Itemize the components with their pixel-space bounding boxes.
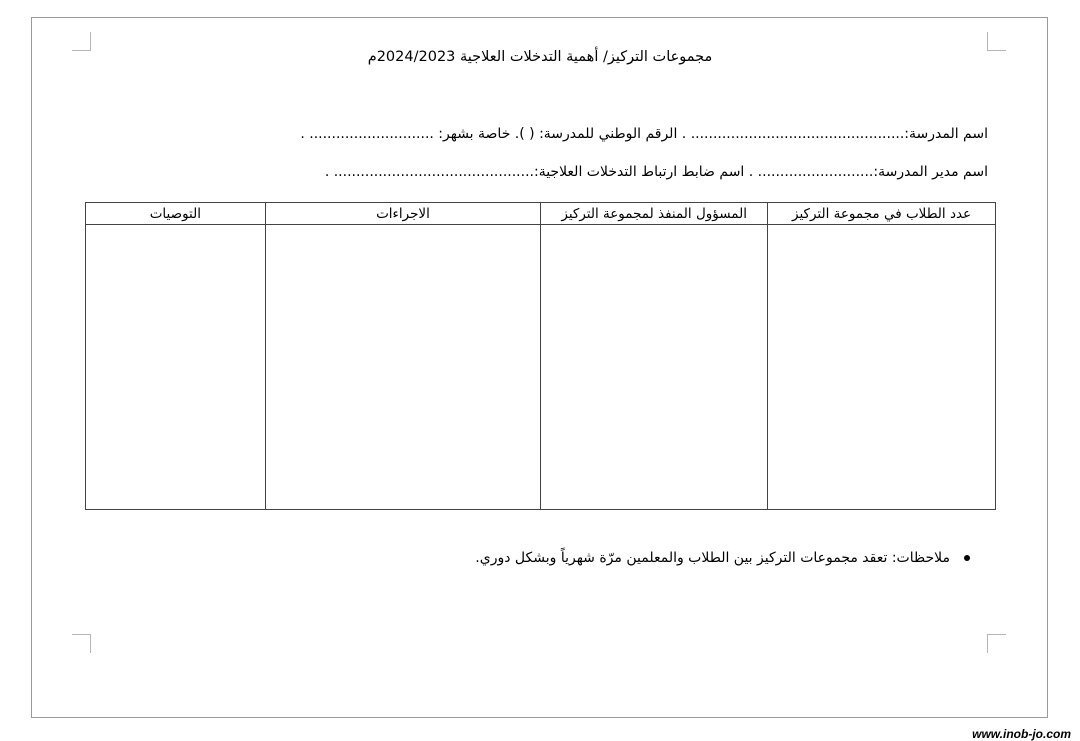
header-responsible: المسؤول المنفذ لمجموعة التركيز <box>541 203 768 225</box>
header-procedures: الاجراءات <box>265 203 540 225</box>
school-info-line: اسم المدرسة:................................................ . الرقم الوطني للمدرسة: ( ). خاصة بشهر: ............................ . <box>300 126 988 142</box>
table-header-row <box>86 203 996 225</box>
margin-corner-mark <box>72 634 91 653</box>
principal-info-line: اسم مدير المدرسة:.......................... . اسم ضابط ارتباط التدخلات العلاجية:............................................. . <box>324 164 988 180</box>
margin-corner-mark <box>987 32 1006 51</box>
table-cell <box>265 225 540 510</box>
margin-corner-mark <box>72 32 91 51</box>
bullet-icon <box>964 555 970 561</box>
header-students-count: عدد الطلاب في مجموعة التركيز <box>768 203 996 225</box>
notes-item <box>475 550 970 566</box>
notes-text: ملاحظات: تعقد مجموعات التركيز بين الطلاب والمعلمين مرّة شهرياً وبشكل دوري. <box>475 550 950 566</box>
table-row <box>86 225 996 510</box>
margin-corner-mark <box>987 634 1006 653</box>
site-watermark: www.inob-jo.com <box>972 727 1071 741</box>
header-recommendations: التوصيات <box>86 203 266 225</box>
table-cell <box>541 225 768 510</box>
document-title: مجموعات التركيز/ أهمية التدخلات العلاجية 2024/2023م <box>367 49 713 65</box>
focus-groups-table <box>85 202 996 510</box>
table-cell <box>86 225 266 510</box>
table-cell <box>768 225 996 510</box>
